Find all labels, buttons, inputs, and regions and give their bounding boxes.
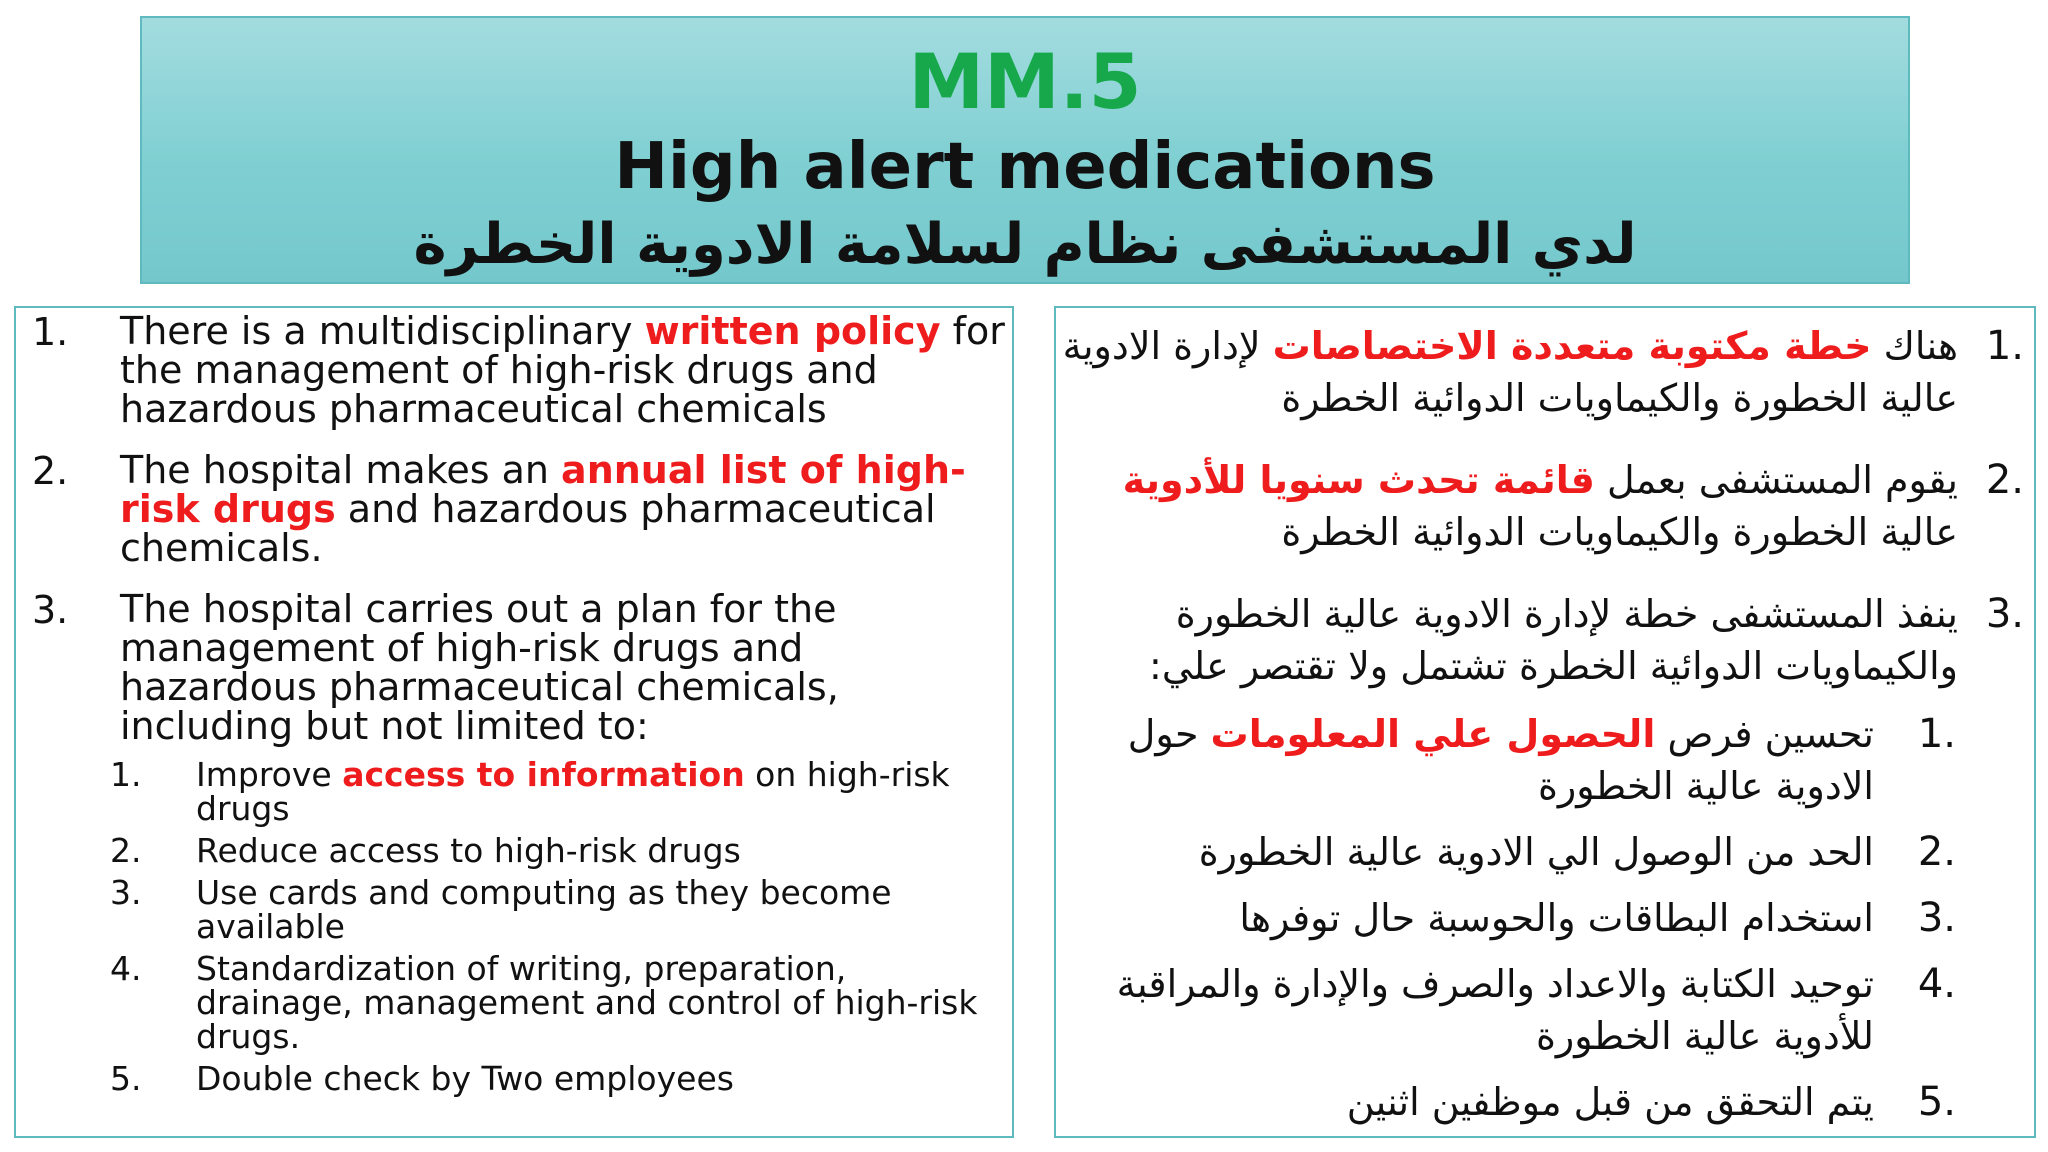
title-arabic: لدي المستشفى نظام لسلامة الادوية الخطرة [413,212,1637,277]
list-item [16,448,1012,570]
sub-item-number: 2. [110,831,142,870]
sub-item-text: تحسين فرص الحصول علي المعلومات حول الادوية عالية الخطورة [1127,712,1874,808]
list-item [1056,588,2034,1128]
highlight-text: خطة مكتوبة متعددة الاختصاصات [1272,324,1872,368]
sub-item-number: 2. [1917,829,1956,875]
list-item [16,309,1012,431]
english-list [16,309,1012,1098]
sub-item-number: 4. [110,949,142,988]
sub-item-text: Reduce access to high-risk drugs [196,831,741,870]
sub-list-item [16,831,1012,870]
list-item [1056,320,2034,424]
sub-item-number: 3. [1917,895,1956,941]
standard-code: MM.5 [908,37,1142,126]
item-number: 2. [32,449,69,493]
english-sublist [110,755,1012,1098]
sub-item-text: يتم التحقق من قبل موظفين اثنين [1346,1080,1874,1124]
sub-list-item [16,755,1012,828]
sub-item-number: 4. [1917,961,1956,1007]
sub-list-item [1056,958,1958,1062]
sub-item-text: Improve access to information on high-risk drugs [196,755,950,828]
english-panel [14,306,1014,1138]
slide-header [140,16,1910,284]
item-number: 3. [32,588,69,632]
item-text: The hospital carries out a plan for the management of high-risk drugs and hazardous pharmaceutical chemicals, including but not limited to: [120,587,839,748]
sub-list-item [1056,708,1958,812]
item-number: 2. [1985,457,2024,503]
sub-item-number: 1. [1917,711,1956,757]
arabic-panel [1054,306,2036,1138]
sub-list-item [16,873,1012,946]
sub-list-item [1056,1076,1958,1128]
arabic-list [1056,320,2034,1128]
item-text: يقوم المستشفى بعمل قائمة تحدث سنويا للأدوية عالية الخطورة والكيماويات الدوائية الخطرة [1122,458,1958,554]
item-text: ينفذ المستشفى خطة لإدارة الادوية عالية الخطورة والكيماويات الدوائية الخطرة تشتمل ولا تقتصر علي: [1149,592,1958,688]
sub-item-number: 1. [110,755,142,794]
highlight-text: annual list of high-risk drugs [120,448,966,531]
list-item [1056,454,2034,558]
item-number: 1. [32,310,69,354]
item-number: 3. [1985,591,2024,637]
sub-item-text: استخدام البطاقات والحوسبة حال توفرها [1239,896,1874,940]
sub-item-number: 5. [1917,1079,1956,1125]
sub-list-item [1056,826,1958,878]
title-english: High alert medications [614,130,1436,204]
highlight-text: الحصول علي المعلومات [1210,712,1656,756]
sub-item-text: Standardization of writing, preparation, drainage, management and control of high-risk drugs. [196,949,978,1056]
sub-list-item [16,949,1012,1056]
item-text: There is a multidisciplinary written policy for the management of high-risk drugs and hazardous pharmaceutical chemicals [120,309,1005,431]
arabic-sublist [1056,708,1958,1128]
sub-item-number: 5. [110,1059,142,1098]
sub-item-text: الحد من الوصول الي الادوية عالية الخطورة [1198,830,1874,874]
highlight-text: قائمة تحدث سنويا للأدوية [1122,458,1595,502]
item-number: 1. [1985,323,2024,369]
highlight-text: written policy [644,309,941,353]
sub-list-item [16,1059,1012,1098]
sub-item-text: Use cards and computing as they become available [196,873,892,946]
sub-item-text: Double check by Two employees [196,1059,734,1098]
item-text: هناك خطة مكتوبة متعددة الاختصاصات لإدارة الادوية عالية الخطورة والكيماويات الدوائية الخطرة [1062,324,1958,420]
sub-item-number: 3. [110,873,142,912]
item-text: The hospital makes an annual list of high-risk drugs and hazardous pharmaceutical chemicals. [120,448,966,570]
sub-list-item [1056,892,1958,944]
sub-item-text: توحيد الكتابة والاعداد والصرف والإدارة والمراقبة للأدوية عالية الخطورة [1116,962,1874,1058]
list-item [16,587,1012,1098]
highlight-text: access to information [342,755,745,794]
